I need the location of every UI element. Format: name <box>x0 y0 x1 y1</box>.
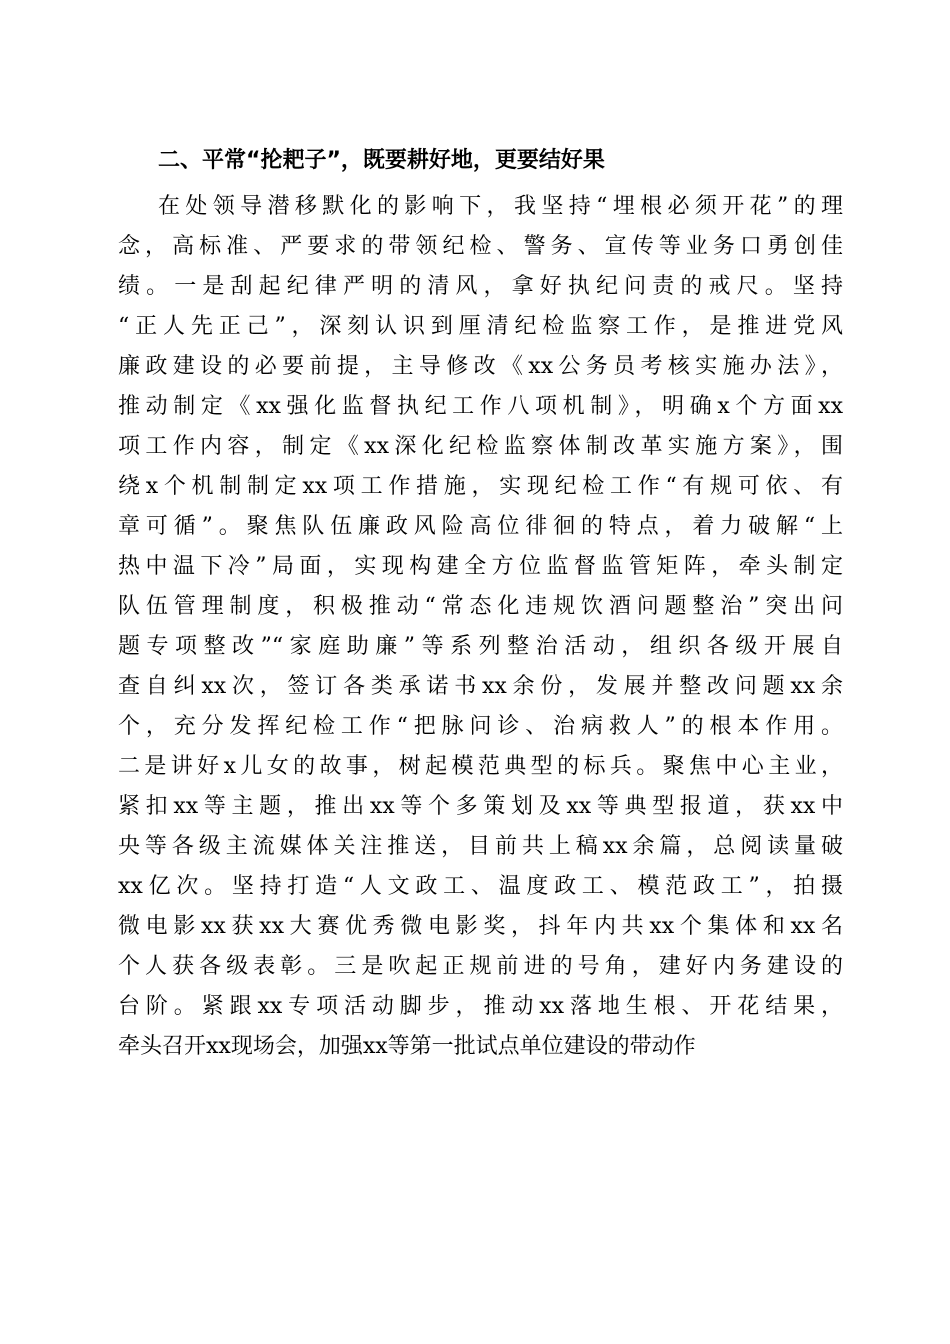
paragraph-line: 绕x个机制制定xx项工作措施，实现纪检工作“有规可依、有 <box>118 474 843 499</box>
paragraph-line: 在处领导潜移默化的影响下，我坚持“埋根必须开花”的理 <box>158 194 843 219</box>
paragraph-line: 题专项整改”“家庭助廉”等系列整治活动，组织各级开展自 <box>118 634 843 659</box>
paragraph-line: 紧扣xx等主题，推出xx等个多策划及xx等典型报道，获xx中 <box>118 794 843 819</box>
paragraph-line: 央等各级主流媒体关注推送，目前共上稿xx余篇，总阅读量破 <box>118 834 843 859</box>
paragraph-line: 个人获各级表彰。三是吹起正规前进的号角，建好内务建设的 <box>118 954 843 979</box>
paragraph-line: 微电影xx获xx大赛优秀微电影奖，抖年内共xx个集体和xx名 <box>118 914 843 939</box>
paragraph-line: 二是讲好x儿女的故事，树起模范典型的标兵。聚焦中心主业， <box>118 754 843 779</box>
body-paragraph <box>118 187 843 1067</box>
paragraph-line: 队伍管理制度，积极推动“常态化违规饮酒问题整治”突出问 <box>118 594 843 619</box>
paragraph-line: 热中温下冷”局面，实现构建全方位监督监管矩阵，牵头制定 <box>118 554 843 579</box>
paragraph-line: 绩。一是刮起纪律严明的清风，拿好执纪问责的戒尺。坚持 <box>118 274 843 299</box>
paragraph-line: “正人先正己”，深刻认识到厘清纪检监察工作，是推进党风 <box>118 314 843 339</box>
paragraph-line: 台阶。紧跟xx专项活动脚步，推动xx落地生根、开花结果， <box>118 994 843 1019</box>
section-heading: 二、平常“抡耙子”，既要耕好地，更要结好果 <box>158 148 605 173</box>
paragraph-line: 查自纠xx次，签订各类承诺书xx余份，发展并整改问题xx余 <box>118 674 843 699</box>
paragraph-line: 牵头召开xx现场会，加强xx等第一批试点单位建设的带动作 <box>118 1034 696 1059</box>
paragraph-line: 个，充分发挥纪检工作“把脉问诊、治病救人”的根本作用。 <box>118 714 843 739</box>
paragraph-line: 念，高标准、严要求的带领纪检、警务、宣传等业务口勇创佳 <box>118 234 843 259</box>
paragraph-line: 项工作内容，制定《xx深化纪检监察体制改革实施方案》，围 <box>118 434 843 459</box>
paragraph-line: xx亿次。坚持打造“人文政工、温度政工、模范政工”，拍摄 <box>118 874 843 899</box>
paragraph-line: 章可循”。聚焦队伍廉政风险高位徘徊的特点，着力破解“上 <box>118 514 843 539</box>
paragraph-line: 推动制定《xx强化监督执纪工作八项机制》，明确x个方面xx <box>118 394 843 419</box>
paragraph-line: 廉政建设的必要前提，主导修改《xx公务员考核实施办法》， <box>118 354 843 379</box>
